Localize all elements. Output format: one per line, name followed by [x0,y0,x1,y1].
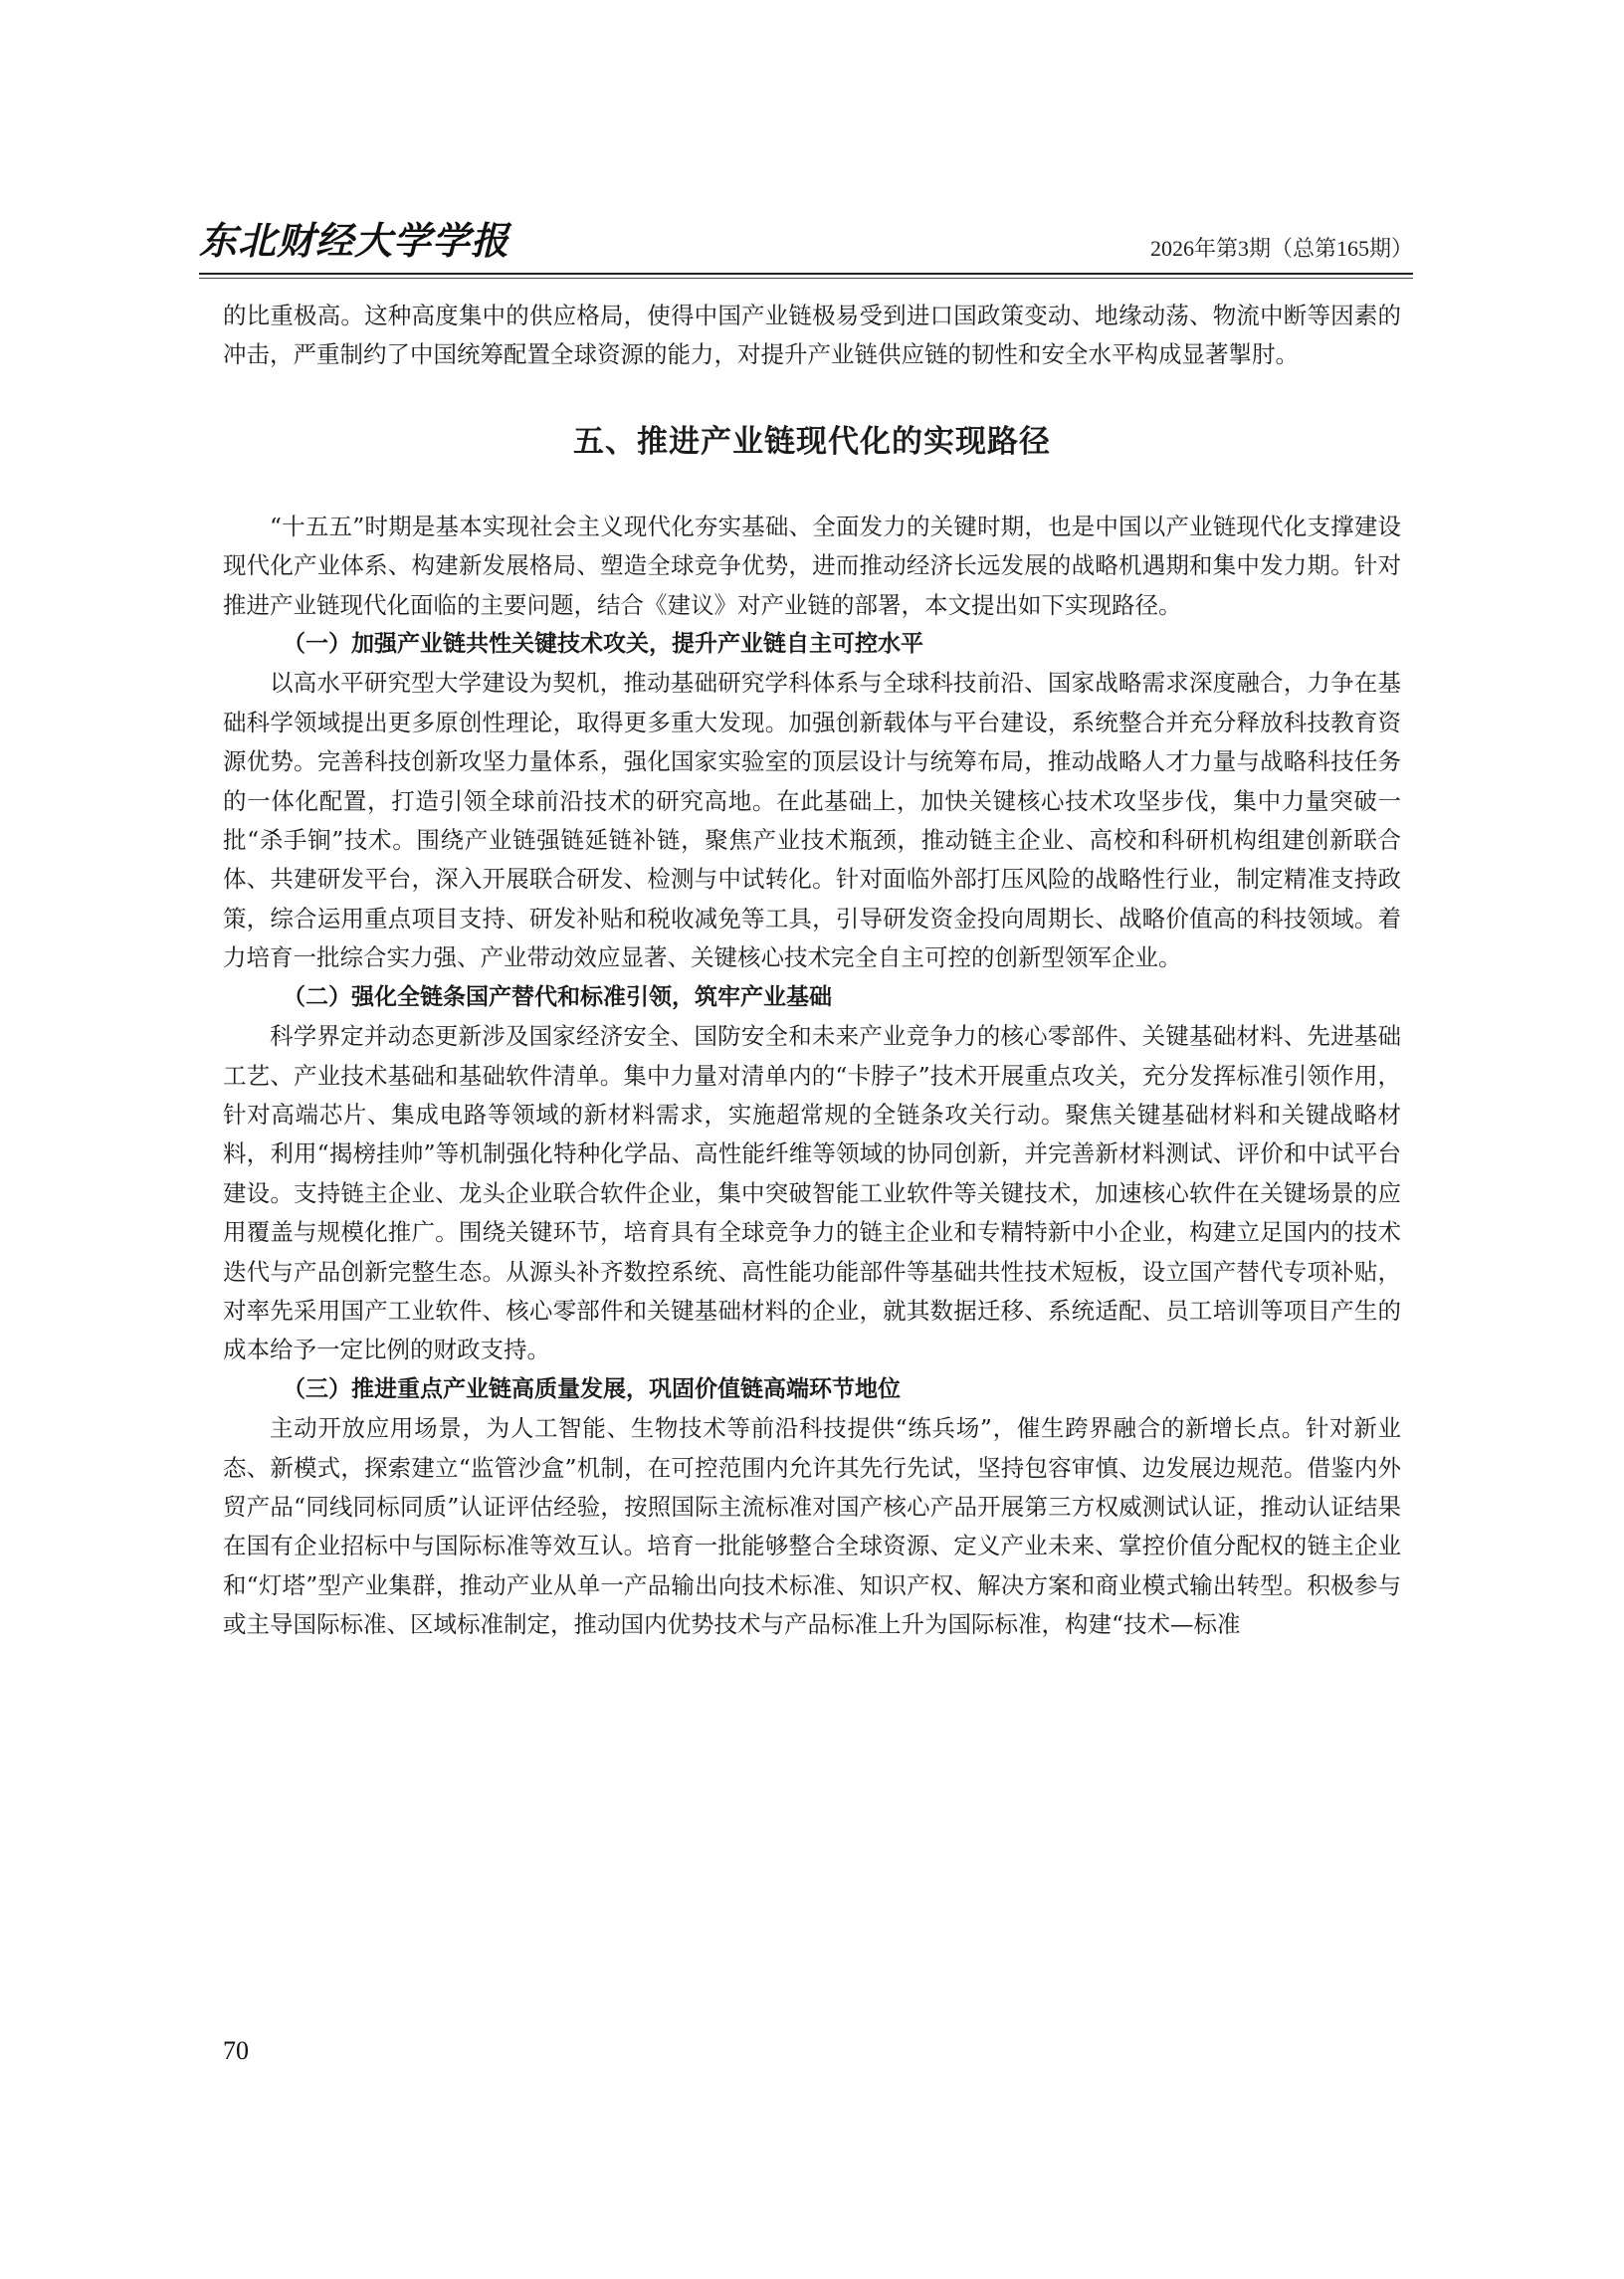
section-intro-paragraph: “十五五”时期是基本实现社会主义现代化夯实基础、全面发力的关键时期，也是中国以产业链现代化支撑建设现代化产业体系、构建新发展格局、塑造全球竞争优势，进而推动经济长远发展的战略机遇期和集中发力期。针对推进产业链现代化面临的主要问题，结合《建议》对产业链的部署，本文提出如下实现路径。 [223,512,1401,619]
subsection-paragraph-3: 主动开放应用场景，为人工智能、生物技术等前沿科技提供“练兵场”，催生跨界融合的新增长点。针对新业态、新模式，探索建立“监管沙盒”机制，在可控范围内允许其先行先试，坚持包容审慎、边发展边规范。借鉴内外贸产品“同线同标同质”认证评估经验，按照国际主流标准对国产核心产品开展第三方权威测试认证，推动认证结果在国有企业招标中与国际标准等效互认。培育一批能够整合全球资源、定义产业未来、掌控价值分配权的链主企业和“灯塔”型产业集群，推动产业从单一产品输出向技术标准、知识产权、解决方案和商业模式输出转型。积极参与或主导国际标准、区域标准制定，推动国内优势技术与产品标准上升为国际标准，构建“技术—标准 [223,1414,1401,1639]
intro-paragraph: 的比重极高。这种高度集中的供应格局，使得中国产业链极易受到进口国政策变动、地缘动荡、物流中断等因素的冲击，严重制约了中国统筹配置全球资源的能力，对提升产业链供应链的韧性和安全水平构成显著掣肘。 [223,302,1401,369]
article-body [223,297,1401,1645]
subsection-paragraph-1: 以高水平研究型大学建设为契机，推动基础研究学科体系与全球科技前沿、国家战略需求深度融合，力争在基础科学领域提出更多原创性理论，取得更多重大发现。加强创新载体与平台建设，系统整合并充分释放科技教育资源优势。完善科技创新攻坚力量体系，强化国家实验室的顶层设计与统筹布局，推动战略人才力量与战略科技任务的一体化配置，打造引领全球前沿技术的研究高地。在此基础上，加快关键核心技术攻坚步伐，集中力量突破一批“杀手锏”技术。围绕产业链强链延链补链，聚焦产业技术瓶颈，推动链主企业、高校和科研机构组建创新联合体、共建研发平台，深入开展联合研发、检测与中试转化。针对面临外部打压风险的战略性行业，制定精准支持政策，综合运用重点项目支持、研发补贴和税收减免等工具，引导研发资金投向周期长、战略价值高的科技领域。着力培育一批综合实力强、产业带动效应显著、关键核心技术完全自主可控的创新型领军企业。 [223,669,1401,972]
subsection-heading-1: （一）加强产业链共性关键技术攻关，提升产业链自主可控水平 [283,631,923,658]
header-rule [199,273,1413,275]
page-number: 70 [223,2036,249,2065]
journal-name-logo: 东北财经大学学报 [199,218,510,263]
issue-info: 2026年第3期（总第165期） [1149,236,1413,261]
subsection-heading-2: （二）强化全链条国产替代和标准引领，筑牢产业基础 [283,983,832,1010]
running-header [199,219,1413,271]
section-title: 五、推进产业链现代化的实现路径 [573,423,1051,460]
header-rule-thin [199,278,1413,279]
subsection-paragraph-2: 科学界定并动态更新涉及国家经济安全、国防安全和未来产业竞争力的核心零部件、关键基础材料、先进基础工艺、产业技术基础和基础软件清单。集中力量对清单内的“卡脖子”技术开展重点攻关，充分发挥标准引领作用，针对高端芯片、集成电路等领域的新材料需求，实施超常规的全链条攻关行动。聚焦关键基础材料和关键战略材料，利用“揭榜挂帅”等机制强化特种化学品、高性能纤维等领域的协同创新，并完善新材料测试、评价和中试平台建设。支持链主企业、龙头企业联合软件企业，集中突破智能工业软件等关键技术，加速核心软件在关键场景的应用覆盖与规模化推广。围绕关键环节，培育具有全球竞争力的链主企业和专精特新中小企业，构建立足国内的技术迭代与产品创新完整生态。从源头补齐数控系统、高性能功能部件等基础共性技术短板，设立国产替代专项补贴，对率先采用国产工业软件、核心零部件和关键基础材料的企业，就其数据迁移、系统适配、员工培训等项目产生的成本给予一定比例的财政支持。 [223,1022,1401,1364]
subsection-heading-3: （三）推进重点产业链高质量发展，巩固价值链高端环节地位 [283,1375,901,1402]
